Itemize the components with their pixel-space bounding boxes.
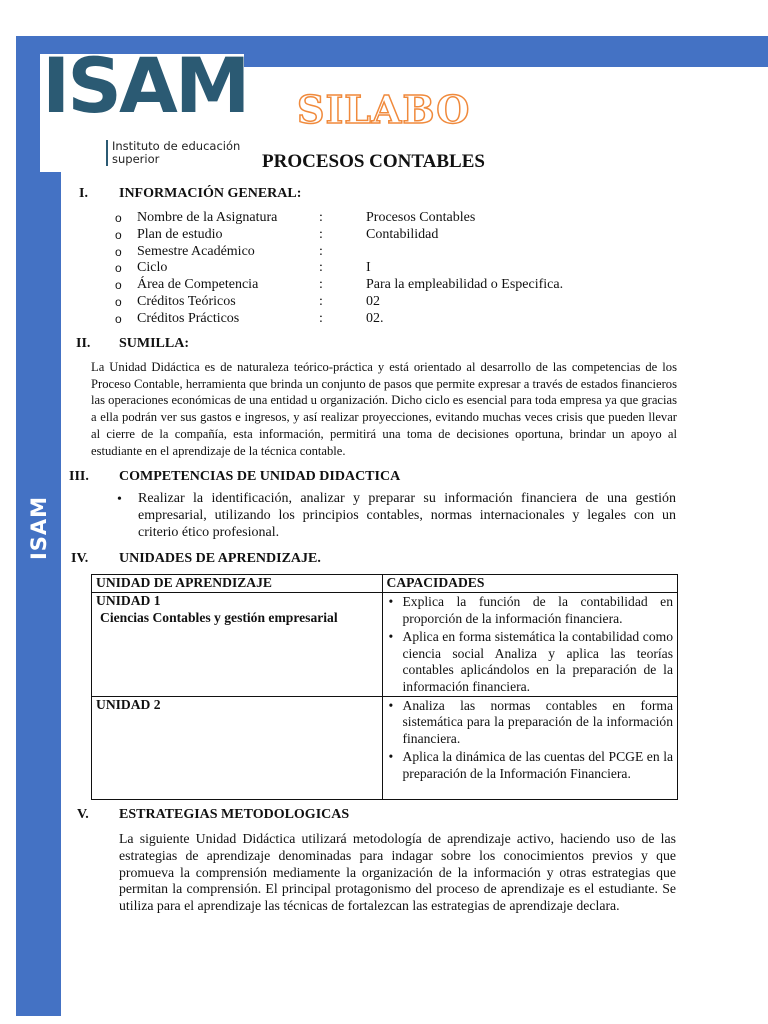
competency-bullet: •	[117, 492, 122, 507]
capacity-item: • Analiza las normas contables en forma sistemática para la preparación de la información financiera.	[388, 697, 673, 746]
isam-logo	[40, 41, 248, 172]
table-row	[92, 696, 678, 799]
info-row: o Ciclo : I	[115, 260, 371, 275]
competency-text: Realizar la identificación, analizar y preparar su información financiera de una gestión empresarial, utilizando los principios contables, normas internacionales y legales con un criterio ético profesional.	[138, 491, 676, 540]
sumilla-paragraph: La Unidad Didáctica es de naturaleza teórico-práctica y está orientado al desarrollo de las competencias de los Proceso Contable, herramienta que brinda un conjunto de pasos que permite expresar a través de estados financieros las operaciones económicas de una entidad u organización. Dicho ciclo es esencial para toda empresa ya que gracias a ella podrán ver sus gastos e ingresos, y así realizar proyecciones, evitando muchas veces crisis que pueden llevar al cierre de la compañía, esta información, permitirá una toma de decisiones oportuna, brindar un apoyo al estudiante en el aprendizaje de la técnica contable.	[91, 360, 677, 458]
unit-cell	[92, 696, 383, 799]
unit-cell	[92, 593, 383, 697]
unit-subtitle: Ciencias Contables y gestión empresarial	[100, 609, 338, 625]
info-row: o Créditos Teóricos : 02	[115, 294, 380, 309]
info-row: o Área de Competencia : Para la empleabilidad o Especifica.	[115, 277, 564, 292]
course-title: PROCESOS CONTABLES	[262, 151, 485, 172]
table-header: UNIDAD DE APRENDIZAJE	[92, 575, 383, 593]
info-row: o Plan de estudio : Contabilidad	[115, 227, 439, 242]
estrategias-paragraph: La siguiente Unidad Didáctica utilizará metodología de aprendizaje activo, haciendo uso de las estrategias de aprendizaje denominadas para indagar sobre los conocimientos previos y que promueva la comprensión mediamente la organización de la información y otras estrategias que permitan la comprensión. El principal protagonismo del proceso de aprendizaje es el estudiante. Se utiliza para el aprendizaje las técnicas de fortalezcan las estrategias de aprendizaje declara.	[119, 831, 676, 914]
info-row: o Semestre Académico :	[115, 244, 323, 259]
capacities-cell	[382, 593, 678, 697]
capacity-item: • Explica la función de la contabilidad en proporción de la información financiera.	[388, 594, 673, 626]
capacity-item: • Aplica en forma sistemática la contabilidad como ciencia social Analiza y aplica las teorías contables aplicándolos en la preparación de la información financiera.	[388, 629, 673, 694]
info-row: o Nombre de la Asignatura : Procesos Contables	[115, 210, 476, 225]
table-header: CAPACIDADES	[382, 575, 678, 593]
document-label: SILABO	[297, 87, 471, 132]
capacities-cell	[382, 696, 678, 799]
logo-subtitle: Instituto de educación superior	[106, 140, 250, 166]
logo-wordmark: ISAM	[42, 41, 248, 130]
capacity-item: • Aplica la dinámica de las cuentas del PCGE en la preparación de la Información Financiera.	[388, 749, 673, 781]
side-label: ISAM	[27, 495, 51, 561]
units-table	[91, 574, 678, 800]
unit-title: UNIDAD 2	[96, 696, 161, 712]
table-row	[92, 593, 678, 697]
table-header-row	[92, 575, 678, 593]
info-row: o Créditos Prácticos : 02.	[115, 311, 384, 326]
unit-title: UNIDAD 1	[96, 593, 161, 608]
